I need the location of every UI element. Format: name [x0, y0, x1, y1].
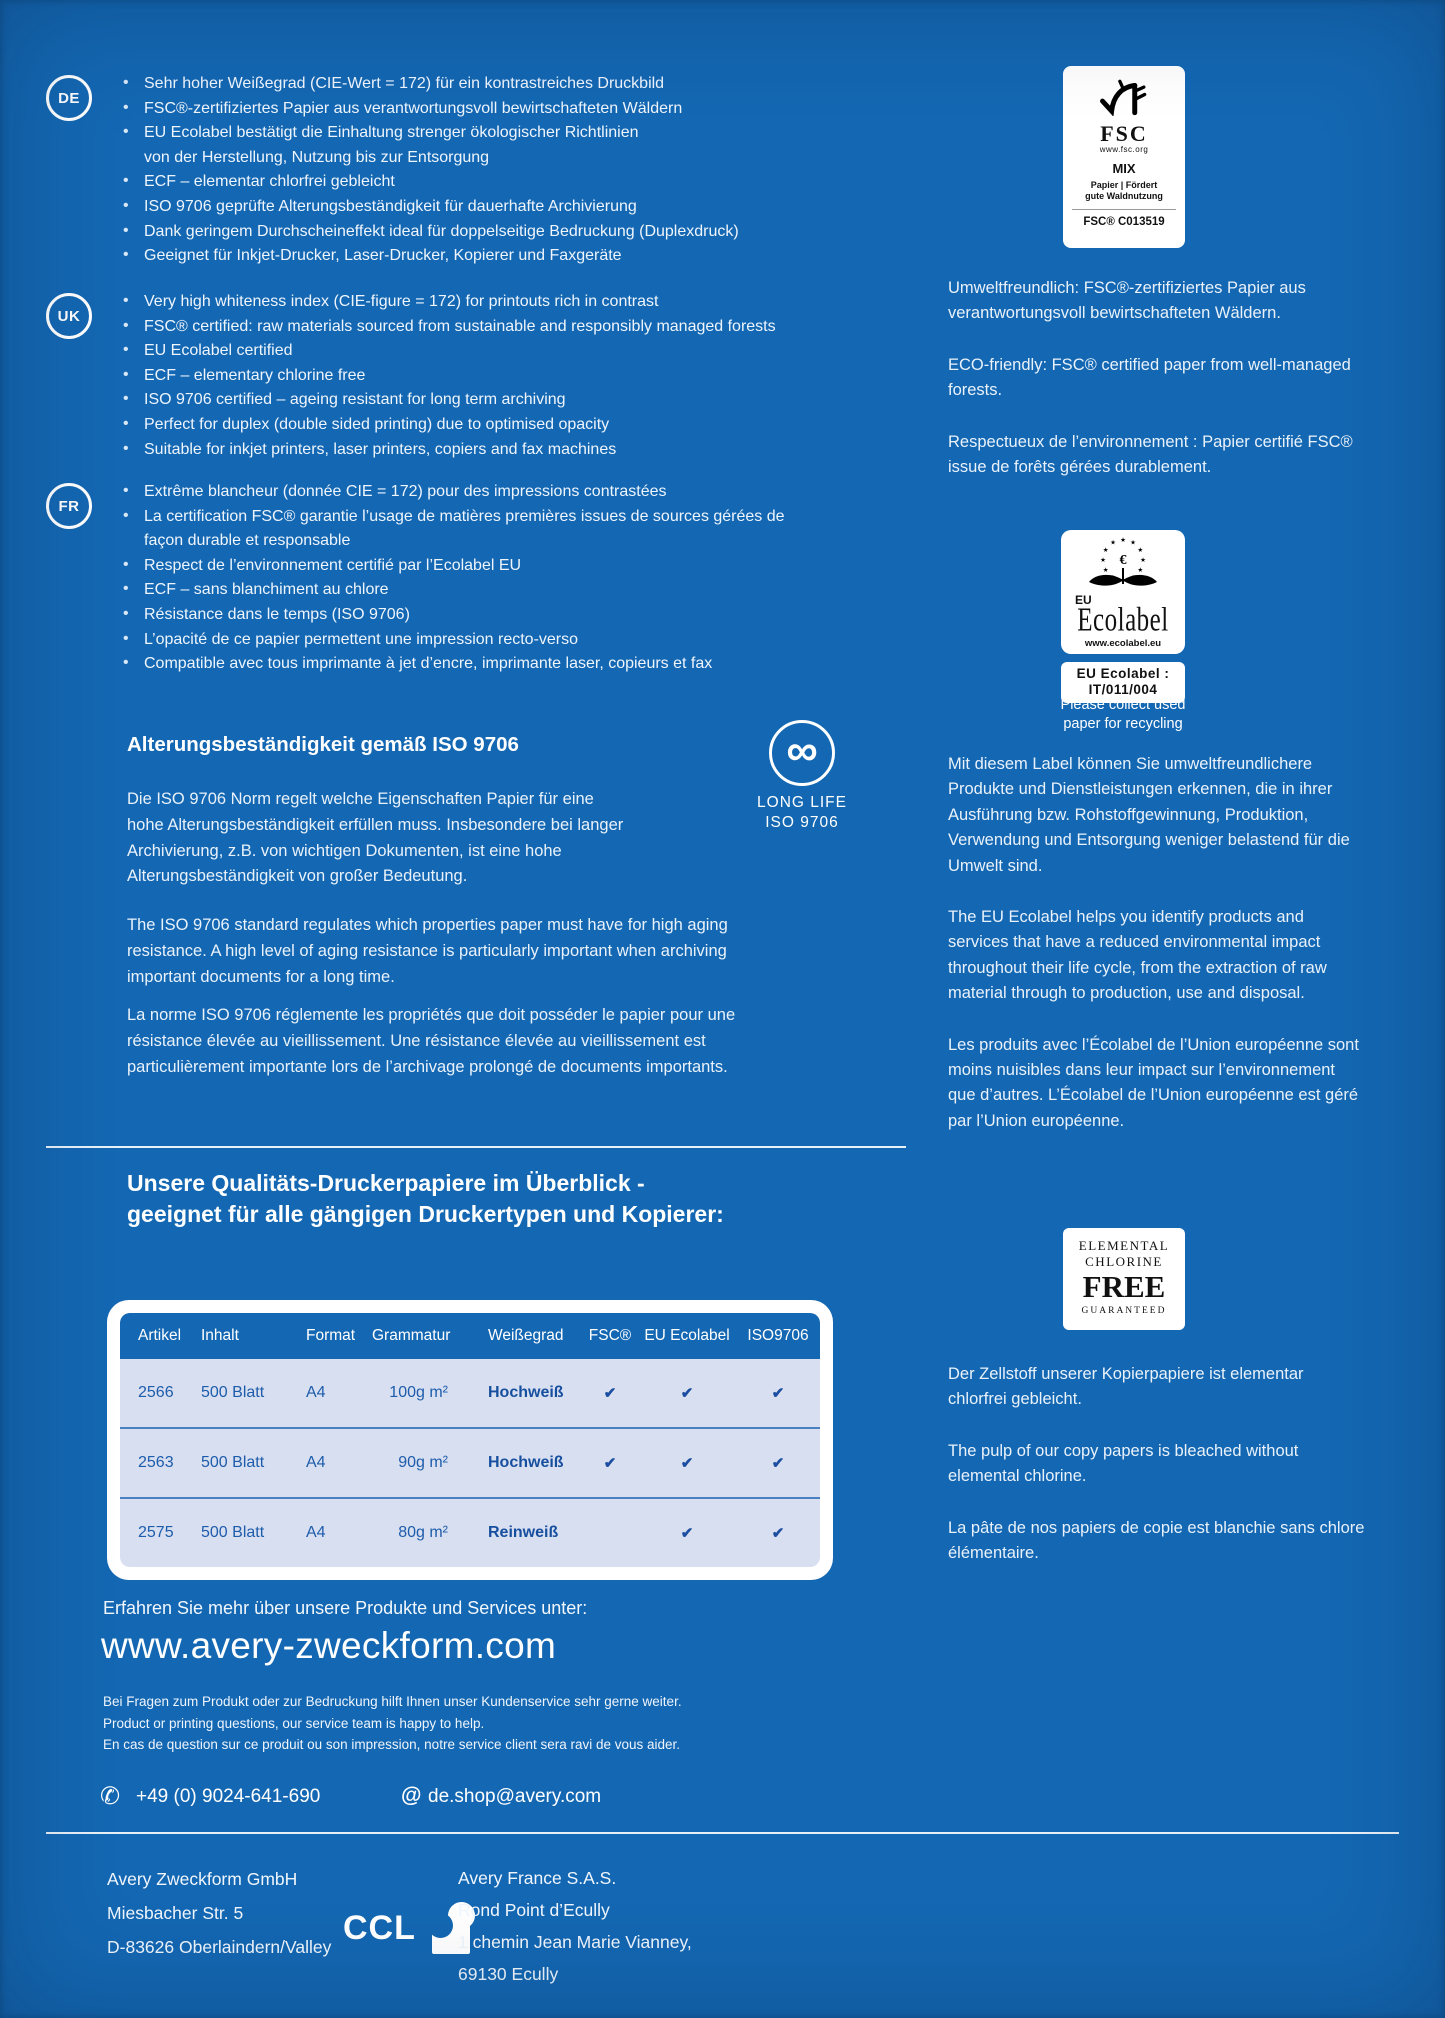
svg-text:€: € — [1119, 553, 1127, 568]
cell-inhalt: 500 Blatt — [201, 1454, 265, 1471]
check-eu-ecolabel: ✔ — [680, 1455, 694, 1472]
bullet-line: • ECF – sans blanchiment au chlore — [114, 578, 824, 603]
ccl-logo — [343, 1900, 476, 1956]
service-note-fr: En cas de question sur ce produit ou son impression, notre service client sera ravi de vous aider. — [103, 1737, 681, 1752]
fsc-license-code: FSC® C013519 — [1083, 216, 1165, 228]
address-line: D-83626 Oberlaindern/Valley — [107, 1937, 332, 1957]
bullet-line: • ECF – elementar chlorfrei gebleicht — [114, 170, 824, 195]
bullet-line: • ISO 9706 geprüfte Alterungsbeständigkeit für dauerhafte Archivierung — [114, 195, 824, 220]
svg-text:★: ★ — [1110, 538, 1116, 547]
ecf-text-block — [948, 1362, 1366, 1592]
fsc-desc-line1: Papier | Fördert — [1090, 180, 1158, 190]
address-line: Avery France S.A.S. — [458, 1868, 617, 1888]
cell-weissegrad: Hochweiß — [488, 1454, 564, 1471]
learn-more-text: Erfahren Sie mehr über unsere Produkte und Services unter: — [103, 1598, 588, 1618]
ecolabel-license-line1: EU Ecolabel : — [1076, 666, 1170, 681]
fsc-desc-line2: gute Waldnutzung — [1085, 191, 1163, 201]
check-iso9706: ✔ — [771, 1455, 785, 1472]
fsc-grade: MIX — [1112, 161, 1136, 176]
svg-text:★: ★ — [1120, 536, 1126, 544]
check-fsc: ✔ — [603, 1385, 617, 1402]
fsc-text-fr: Respectueux de l’environnement : Papier certifié FSC® issue de forêts gérées durablement. — [948, 432, 1353, 477]
table-row — [120, 1497, 820, 1567]
service-note-en: Product or printing questions, our service team is happy to help. — [103, 1715, 485, 1731]
phone-icon: ✆ — [100, 1783, 121, 1810]
cell-artikel: 2575 — [138, 1524, 174, 1541]
table-body — [120, 1359, 820, 1567]
ecolabel-eu-text: EU — [1075, 593, 1092, 607]
column-header-format: Format — [306, 1327, 356, 1344]
iso-paragraph-fr: La norme ISO 9706 réglemente les propriétés que doit posséder le papier pour une résistance élevée au vieillissement. Une résistance élevée au vieillissement est particulièrement importante lors de l’archivage prolongé de documents importants. — [127, 1006, 736, 1076]
section-divider — [46, 1146, 906, 1148]
bullet-line: • Very high whiteness index (CIE-figure = 172) for printouts rich in contrast — [114, 290, 824, 315]
bullet-line: • La certification FSC® garantie l’usage de matières premières issues de sources gérées de — [114, 505, 824, 530]
bullet-line: • Respect de l’environnement certifié par l’Ecolabel EU — [114, 554, 824, 579]
language-section-fr — [46, 480, 824, 677]
bullet-line: • FSC® certified: raw materials sourced from sustainable and responsibly managed forests — [114, 315, 824, 340]
column-header-fsc: FSC® — [588, 1327, 632, 1344]
address-avery-zweckform — [107, 1862, 331, 1964]
cell-inhalt: 500 Blatt — [201, 1384, 265, 1401]
svg-text:★: ★ — [1130, 538, 1136, 547]
email-at-icon: @ — [401, 1784, 422, 1807]
check-eu-ecolabel: ✔ — [680, 1525, 694, 1542]
column-header-inhalt: Inhalt — [201, 1327, 239, 1344]
language-section-uk — [46, 290, 824, 462]
svg-text:★: ★ — [1100, 556, 1106, 564]
ecf-text-fr: La pâte de nos papiers de copie est blanchie sans chlore élémentaire. — [948, 1518, 1365, 1563]
bullet-line: • Dank geringem Durchscheineffekt ideal für doppelseitige Bedruckung (Duplexdruck) — [114, 220, 824, 245]
cell-grammatur: 100g m² — [389, 1384, 448, 1401]
bullet-line-continuation: façon durable et responsable — [144, 532, 351, 550]
address-avery-france — [458, 1862, 692, 1990]
products-heading-line1: Unsere Qualitäts-Druckerpapiere im Überblick - — [127, 1170, 645, 1196]
bullet-line: • Sehr hoher Weißegrad (CIE-Wert = 172) für ein kontrastreiches Druckbild — [114, 72, 824, 97]
ccl-wordmark: CCL — [343, 1908, 416, 1947]
cell-weissegrad: Hochweiß — [488, 1384, 564, 1401]
check-iso9706: ✔ — [771, 1525, 785, 1542]
fsc-text-en: ECO-friendly: FSC® certified paper from well-managed forests. — [948, 355, 1351, 400]
language-badge-uk: UK — [46, 293, 92, 339]
check-iso9706: ✔ — [771, 1385, 785, 1402]
iso-paragraph-en: The ISO 9706 standard regulates which properties paper must have for high aging resistance. A high level of aging resistance is particularly important when archiving important documents for a long time. — [127, 916, 728, 986]
ecolabel-text-block — [948, 752, 1366, 1160]
svg-text:★: ★ — [1102, 566, 1109, 574]
cell-weissegrad: Reinweiß — [488, 1524, 559, 1541]
bullet-line: • EU Ecolabel certified — [114, 339, 824, 364]
fsc-label — [1063, 66, 1185, 248]
column-header-artikel: Artikel — [138, 1327, 182, 1344]
table-header-row — [120, 1313, 820, 1359]
service-note-de: Bei Fragen zum Produkt oder zur Bedruckung hilft Ihnen unser Kundenservice sehr gerne weiter. — [103, 1694, 682, 1709]
cell-format: A4 — [306, 1384, 326, 1401]
bullet-line: • L’opacité de ce papier permettent une impression recto-verso — [114, 628, 824, 653]
address-line: 69130 Ecully — [458, 1964, 559, 1984]
address-line: Avery Zweckform GmbH — [107, 1869, 298, 1889]
iso-logo-line1: LONG LIFE — [757, 794, 847, 811]
recycling-note-line1: Please collect used — [1060, 697, 1186, 713]
cell-inhalt: 500 Blatt — [201, 1524, 265, 1541]
products-table — [107, 1300, 833, 1580]
language-section-de — [46, 72, 824, 269]
bullet-list-fr — [114, 480, 824, 677]
table-row — [120, 1359, 820, 1427]
ecf-text-en: The pulp of our copy papers is bleached without elemental chlorine. — [948, 1441, 1299, 1486]
cell-format: A4 — [306, 1524, 326, 1541]
ecolabel-url: www.ecolabel.eu — [1084, 638, 1162, 649]
bullet-list-de — [114, 72, 824, 269]
column-header-weissegrad: Weißegrad — [488, 1327, 564, 1344]
svg-text:★: ★ — [1140, 556, 1146, 564]
svg-text:★: ★ — [1137, 546, 1144, 554]
bullet-line: • FSC®-zertifiziertes Papier aus verantwortungsvoll bewirtschafteten Wäldern — [114, 97, 824, 122]
service-notes — [103, 1691, 682, 1756]
bullet-line: • Résistance dans le temps (ISO 9706) — [114, 603, 824, 628]
ecf-free-text: FREE — [1082, 1269, 1166, 1304]
cell-artikel: 2563 — [138, 1454, 174, 1471]
bullet-line: • Extrême blancheur (donnée CIE = 172) pour des impressions contrastées — [114, 480, 824, 505]
fsc-text-block — [948, 276, 1366, 506]
iso-paragraph-de: Die ISO 9706 Norm regelt welche Eigenschaften Papier für eine hohe Alterungsbeständigkeit erfüllen muss. Insbesondere bei langer Archivierung, z.B. von wichtigen Dokumenten, ist eine hohe Alterungsbeständigkeit von großer Bedeutung. — [127, 790, 624, 886]
ecf-line1: ELEMENTAL — [1078, 1238, 1170, 1253]
elemental-chlorine-free-label — [1063, 1228, 1185, 1330]
bullet-line: • Compatible avec tous imprimante à jet d’encre, imprimante laser, copieurs et fax — [114, 652, 824, 677]
website-link[interactable]: www.avery-zweckform.com — [101, 1625, 557, 1666]
ecolabel-wordmark: Ecolabel — [1077, 602, 1169, 639]
ecolabel-text-de: Mit diesem Label können Sie umweltfreundlichere Produkte und Dienstleistungen erkennen, die in ihrer Ausführung bzw. Rohstoffgewinnung, Produktion, Verwendung und Entsorgung weniger belastend für die Umwelt sind. — [948, 755, 1350, 875]
cell-grammatur: 80g m² — [398, 1524, 448, 1541]
products-heading-line2: geeignet für alle gängigen Druckertypen und Kopierer: — [127, 1201, 724, 1227]
phone-number[interactable]: +49 (0) 9024-641-690 — [136, 1786, 321, 1807]
column-header-grammatur: Grammatur — [372, 1327, 451, 1344]
cell-format: A4 — [306, 1454, 326, 1471]
cell-artikel: 2566 — [138, 1384, 174, 1401]
infinity-icon — [769, 720, 835, 786]
ecolabel-text-en: The EU Ecolabel helps you identify products and services that have a reduced environmental impact throughout their life cycle, from the extraction of raw material through to production, use and disposal. — [948, 908, 1327, 1003]
fsc-text-de: Umweltfreundlich: FSC®-zertifiziertes Papier aus verantwortungsvoll bewirtschafteten Wäldern. — [948, 279, 1306, 323]
column-header-iso9706: ISO9706 — [747, 1327, 809, 1344]
address-line: 1 chemin Jean Marie Vianney, — [458, 1932, 692, 1952]
ecolabel-flower-icon — [1065, 534, 1181, 590]
check-fsc: ✔ — [603, 1455, 617, 1472]
ecf-line2: CHLORINE — [1085, 1254, 1163, 1269]
bullet-line: • Perfect for duplex (double sided printing) due to optimised opacity — [114, 413, 824, 438]
svg-text:★: ★ — [1102, 546, 1109, 554]
bullet-line-continuation: von der Herstellung, Nutzung bis zur Entsorgung — [144, 148, 490, 166]
bullet-line: • ISO 9706 certified – ageing resistant for long term archiving — [114, 388, 824, 413]
svg-text:★: ★ — [1137, 566, 1144, 574]
fsc-tree-check-icon — [1096, 78, 1152, 116]
products-heading — [127, 1168, 724, 1230]
address-line: Rond Point d’Ecully — [458, 1900, 610, 1920]
language-badge-de: DE — [46, 75, 92, 121]
footer-divider — [46, 1832, 1399, 1834]
bullet-line: • Geeignet für Inkjet-Drucker, Laser-Drucker, Kopierer und Faxgeräte — [114, 244, 824, 269]
address-line: Miesbacher Str. 5 — [107, 1903, 244, 1923]
fsc-url: www.fsc.org — [1099, 145, 1149, 154]
bullet-line: • ECF – elementary chlorine free — [114, 364, 824, 389]
ecf-text-de: Der Zellstoff unserer Kopierpapiere ist elementar chlorfrei gebleicht. — [948, 1365, 1304, 1409]
iso-section-heading: Alterungsbeständigkeit gemäß ISO 9706 — [127, 733, 519, 756]
iso-logo-line2: ISO 9706 — [765, 814, 839, 831]
cell-grammatur: 90g m² — [398, 1454, 448, 1471]
bullet-list-uk — [114, 290, 824, 462]
ecolabel-license-line2: IT/011/004 — [1088, 682, 1158, 697]
ecf-guaranteed-text: GUARANTEED — [1081, 1306, 1167, 1316]
recycling-note-line2: paper for recycling — [1063, 716, 1183, 732]
eu-ecolabel-label — [1061, 530, 1185, 654]
bullet-line: • Suitable for inkjet printers, laser printers, copiers and fax machines — [114, 438, 824, 463]
language-badge-fr: FR — [46, 483, 92, 529]
table-row — [120, 1427, 820, 1497]
infinity-glyph: ∞ — [786, 726, 818, 775]
check-eu-ecolabel: ✔ — [680, 1385, 694, 1402]
bullet-line: • EU Ecolabel bestätigt die Einhaltung strenger ökologischer Richtlinien — [114, 121, 824, 146]
email-link[interactable]: de.shop@avery.com — [428, 1786, 602, 1807]
recycling-note — [1043, 696, 1203, 734]
column-header-eu-ecolabel: EU Ecolabel — [644, 1327, 730, 1344]
long-life-iso9706-logo — [742, 720, 862, 833]
ecolabel-text-fr: Les produits avec l’Écolabel de l’Union européenne sont moins nuisibles dans leur impact sur l’environnement que d’autres. L’Écolabel de l’Union européenne est géré par l’Union européenne. — [948, 1035, 1359, 1130]
fsc-brand: FSC — [1100, 121, 1148, 146]
